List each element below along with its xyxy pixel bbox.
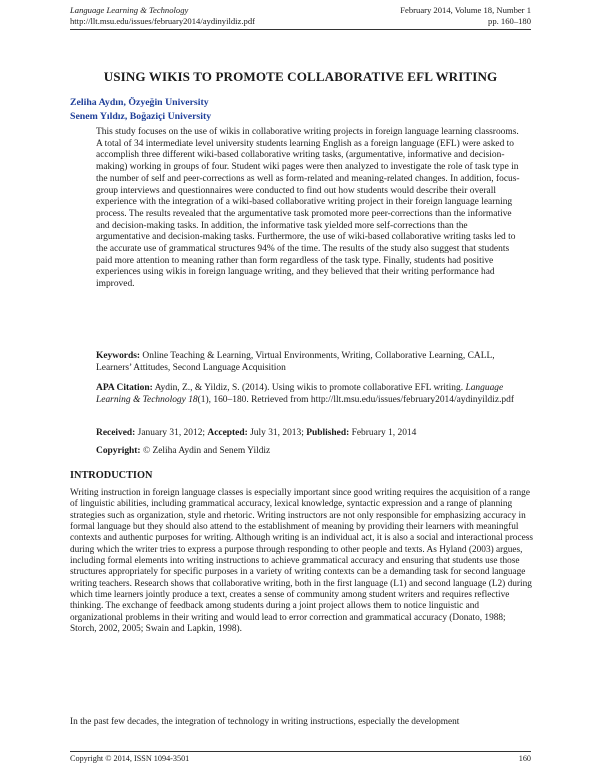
copyright-label: Copyright:	[96, 446, 141, 456]
accepted-label: Accepted:	[207, 428, 248, 438]
page-range: pp. 160–180	[488, 16, 531, 26]
issue-info: February 2014, Volume 18, Number 1	[400, 5, 531, 15]
page-number: 160	[518, 754, 531, 763]
intro-paragraph-1: Writing instruction in foreign language classes is especially important since good writing requires the acquisition of a range of linguistic abilities, including grammatical accuracy, lexical knowledge, syntactic expression and a range of planning strategies such as organization, style and rhetoric. Writing instructors are not only responsible for emphasizing accuracy in formal language but they should also attend to the establishment of meaning by providing their learners with meaningful contexts and authentic purposes for writing. Although writing is an individual act, it is also a social and interactional process during which the writer tries to express a purpose through responding to other people and texts. As Hyland (2003) argues, including formal elements into writing instructions to achieve grammatical accuracy and ensuring that students use those structures appropriately for specific purposes in a variety of writing contexts can be a demanding task for second language writing teachers. Research shows that collaborative writing, both in the first language (L1) and second language (L2) during which time learners jointly produce a text, creates a sense of community among student writers and requires reflective thinking. The exchange of feedback among students during a joint project allows them to notice linguistic and organizational problems in their writing and would lead to error correction and grammatical accuracy (Donato, 1988; Storch, 2002, 2005; Swain and Lapkin, 1998).	[70, 488, 533, 635]
copyright-text: © Zeliha Aydin and Senem Yildiz	[142, 446, 271, 456]
footer-copyright: Copyright © 2014, ISSN 1094-3501	[70, 754, 190, 763]
paper-title: USING WIKIS TO PROMOTE COLLABORATIVE EFL WRITING	[103, 69, 498, 84]
intro-paragraph-2: In the past few decades, the integration of technology in writing instructions, especially the development	[70, 717, 460, 727]
received-date: January 31, 2012;	[137, 428, 206, 438]
published-label: Published:	[306, 428, 350, 438]
article-url[interactable]: http://llt.msu.edu/issues/february2014/aydinyildiz.pdf	[70, 16, 255, 26]
footer-rule	[70, 751, 531, 752]
keywords-label: Keywords:	[96, 351, 141, 361]
copyright-line	[96, 446, 526, 458]
apa-journal-volume: Language Learning & Technology 18	[96, 383, 504, 405]
header-rule	[70, 29, 531, 30]
published-date: February 1, 2014	[351, 428, 417, 438]
keywords-text: Online Teaching & Learning, Virtual Environments, Writing, Collaborative Learning, CALL, Learners’ Attitudes, Second Language Acquisition	[96, 351, 495, 373]
author-1: Zeliha Aydın, Özyeğin University	[70, 97, 209, 108]
section-heading-introduction: INTRODUCTION	[70, 470, 153, 481]
author-2: Senem Yıldız, Boğaziçi University	[70, 111, 212, 122]
apa-text-before: Aydin, Z., & Yildiz, S. (2014). Using wikis to promote collaborative EFL writing.	[154, 383, 464, 393]
apa-citation	[96, 383, 526, 406]
article-dates	[96, 428, 526, 440]
accepted-date: July 31, 2013;	[250, 428, 304, 438]
apa-label: APA Citation:	[96, 383, 153, 393]
journal-name: Language Learning & Technology	[70, 5, 189, 15]
received-label: Received:	[96, 428, 136, 438]
apa-text-after: (1), 160–180. Retrieved from http://llt.msu.edu/issues/february2014/aydinyildiz.pdf	[197, 394, 515, 405]
abstract: This study focuses on the use of wikis in collaborative writing projects in foreign language learning classrooms. A total of 34 intermediate level university students learning English as a foreign language (EFL) were asked to accomplish three different wiki-based collaborative writing tasks, (argumentative, informative and decision-making) working in groups of four. Student wiki pages were then analyzed to investigate the role of task type in the number of self and peer-corrections as well as form-related and meaning-related changes. In addition, focus-group interviews and questionnaires were conducted to find out how students would describe their overall experience with the integration of a wiki-based collaborative writing project in their foreign language learning process. The results revealed that the argumentative task promoted more peer-corrections than the informative and decision-making tasks. In addition, the informative task yielded more self-corrections than the argumentative and decision-making tasks. Furthermore, the use of wiki-based collaborative writing tasks led to the accurate use of grammatical structures 94% of the time. The results of the study also suggest that students paid more attention to meaning rather than form regardless of the task type. Finally, students had positive experiences using wikis in foreign language writing, and they believed that their writing performance had improved.	[96, 127, 520, 290]
keywords	[96, 351, 526, 374]
